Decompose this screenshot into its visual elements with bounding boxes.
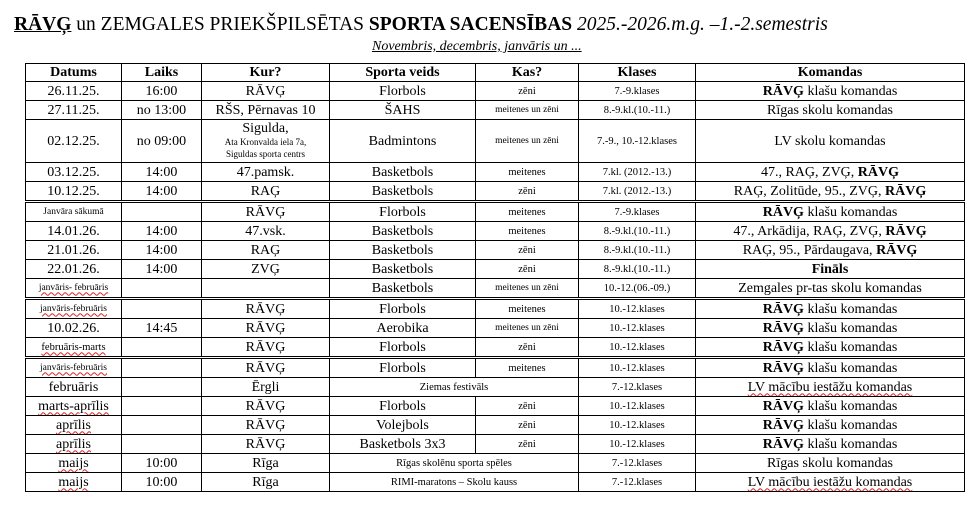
cell-teams: Rīgas skolu komandas — [696, 101, 965, 120]
cell-where: 47.pamsk. — [202, 163, 330, 182]
cell-classes: 10.-12.klases — [579, 319, 696, 338]
cell-classes: 10.-12.klases — [579, 397, 696, 416]
cell-classes: 7.-12.klases — [579, 454, 696, 473]
cell-classes: 7.-9.klases — [579, 82, 696, 101]
table-row — [26, 473, 965, 492]
cell-where: Ērgli — [202, 378, 330, 397]
cell-sport: Rīgas skolēnu sporta spēles — [330, 454, 579, 473]
table-row — [26, 241, 965, 260]
table-row — [26, 82, 965, 101]
cell-classes: 7.kl. (2012.-13.) — [579, 182, 696, 202]
cell-sport: Florbols — [330, 82, 476, 101]
cell-date: februāris — [26, 378, 122, 397]
cell-where: Sigulda, Ata Kronvalda iela 7a, Siguldas sporta centrs — [202, 120, 330, 163]
cell-where — [202, 279, 330, 299]
cell-where: Rīga — [202, 454, 330, 473]
cell-teams: RĀVĢ klašu komandas — [696, 82, 965, 101]
cell-sport: Florbols — [330, 338, 476, 358]
cell-teams: RAĢ, Zolitūde, 95., ZVĢ, RĀVĢ — [696, 182, 965, 202]
header-time: Laiks — [122, 64, 202, 82]
cell-sport: Basketbols — [330, 222, 476, 241]
cell-classes: 7.kl. (2012.-13.) — [579, 163, 696, 182]
cell-where: ZVĢ — [202, 260, 330, 279]
cell-where: RĀVĢ — [202, 358, 330, 378]
cell-date: janvāris-februāris — [26, 358, 122, 378]
cell-time: no 13:00 — [122, 101, 202, 120]
cell-date: marts-aprīlis — [26, 397, 122, 416]
cell-classes: 7.-9.klases — [579, 202, 696, 222]
cell-time — [122, 338, 202, 358]
cell-who: zēni — [476, 82, 579, 101]
cell-time — [122, 299, 202, 319]
cell-date: 10.02.26. — [26, 319, 122, 338]
cell-classes: 10.-12.klases — [579, 435, 696, 454]
cell-where: RAĢ — [202, 241, 330, 260]
cell-time — [122, 397, 202, 416]
cell-classes: 10.-12.klases — [579, 299, 696, 319]
cell-who: meitenes un zēni — [476, 120, 579, 163]
cell-sport: Ziemas festivāls — [330, 378, 579, 397]
table-row — [26, 279, 965, 299]
cell-time: 14:00 — [122, 182, 202, 202]
table-row — [26, 435, 965, 454]
cell-teams: RĀVĢ klašu komandas — [696, 319, 965, 338]
cell-sport: Florbols — [330, 202, 476, 222]
cell-time — [122, 435, 202, 454]
cell-where: Rīga — [202, 473, 330, 492]
table-row — [26, 454, 965, 473]
cell-sport: Florbols — [330, 358, 476, 378]
cell-where: RŠS, Pērnavas 10 — [202, 101, 330, 120]
cell-teams: RĀVĢ klašu komandas — [696, 435, 965, 454]
cell-where: RĀVĢ — [202, 397, 330, 416]
cell-classes: 10.-12.(06.-09.) — [579, 279, 696, 299]
cell-time: 10:00 — [122, 454, 202, 473]
cell-teams: 47., RAĢ, ZVĢ, RĀVĢ — [696, 163, 965, 182]
header-teams: Komandas — [696, 64, 965, 82]
cell-teams: 47., Arkādija, RAĢ, ZVĢ, RĀVĢ — [696, 222, 965, 241]
table-row — [26, 319, 965, 338]
document-title — [14, 13, 959, 37]
table-row — [26, 260, 965, 279]
header-date: Datums — [26, 64, 122, 82]
title-sports: SPORTA SACENSĪBAS — [368, 14, 573, 35]
cell-sport: Volejbols — [330, 416, 476, 435]
cell-time: 14:00 — [122, 163, 202, 182]
cell-who: meitenes — [476, 299, 579, 319]
cell-classes: 8.-9.kl.(10.-11.) — [579, 101, 696, 120]
cell-who: zēni — [476, 241, 579, 260]
cell-teams: Fināls — [696, 260, 965, 279]
cell-who: meitenes un zēni — [476, 279, 579, 299]
header-classes: Klases — [579, 64, 696, 82]
table-row — [26, 416, 965, 435]
cell-who: zēni — [476, 397, 579, 416]
cell-sport: Aerobika — [330, 319, 476, 338]
title-season: 2025.-2026.m.g. –1.-2.semestris — [572, 14, 828, 35]
cell-classes: 10.-12.klases — [579, 416, 696, 435]
table-row — [26, 202, 965, 222]
cell-date: 02.12.25. — [26, 120, 122, 163]
cell-who: meitenes un zēni — [476, 101, 579, 120]
cell-date: 22.01.26. — [26, 260, 122, 279]
cell-teams: LV mācību iestāžu komandas — [696, 378, 965, 397]
cell-teams: RĀVĢ klašu komandas — [696, 299, 965, 319]
cell-date: 27.11.25. — [26, 101, 122, 120]
table-row — [26, 338, 965, 358]
cell-where: RĀVĢ — [202, 299, 330, 319]
table-row — [26, 299, 965, 319]
table-row — [26, 358, 965, 378]
cell-where: RĀVĢ — [202, 202, 330, 222]
cell-where: RĀVĢ — [202, 338, 330, 358]
cell-time: 14:45 — [122, 319, 202, 338]
cell-date: februāris-marts — [26, 338, 122, 358]
table-row — [26, 101, 965, 120]
cell-where: RĀVĢ — [202, 416, 330, 435]
cell-sport: Florbols — [330, 397, 476, 416]
header-sport: Sporta veids — [330, 64, 476, 82]
cell-who: meitenes — [476, 163, 579, 182]
title-middle: un ZEMGALES PRIEKŠPILSĒTAS — [71, 14, 369, 35]
cell-classes: 8.-9.kl.(10.-11.) — [579, 222, 696, 241]
table-header-row — [26, 64, 965, 82]
cell-where: RĀVĢ — [202, 82, 330, 101]
cell-time — [122, 378, 202, 397]
cell-sport: Basketbols — [330, 279, 476, 299]
cell-date: aprīlis — [26, 435, 122, 454]
cell-date: Janvāra sākumā — [26, 202, 122, 222]
cell-who: meitenes — [476, 222, 579, 241]
cell-time: 14:00 — [122, 222, 202, 241]
cell-classes: 10.-12.klases — [579, 338, 696, 358]
cell-where: RĀVĢ — [202, 319, 330, 338]
cell-teams: RĀVĢ klašu komandas — [696, 338, 965, 358]
cell-who: zēni — [476, 338, 579, 358]
cell-classes: 10.-12.klases — [579, 358, 696, 378]
cell-time — [122, 279, 202, 299]
cell-date: 03.12.25. — [26, 163, 122, 182]
cell-date: janvāris-februāris — [26, 299, 122, 319]
cell-sport: ŠAHS — [330, 101, 476, 120]
cell-time: 10:00 — [122, 473, 202, 492]
cell-date: janvāris- februāris — [26, 279, 122, 299]
cell-who: meitenes — [476, 358, 579, 378]
cell-teams: LV skolu komandas — [696, 120, 965, 163]
cell-sport: Florbols — [330, 299, 476, 319]
cell-teams: RĀVĢ klašu komandas — [696, 358, 965, 378]
cell-who: zēni — [476, 182, 579, 202]
cell-where: 47.vsk. — [202, 222, 330, 241]
table-row — [26, 222, 965, 241]
table-row — [26, 163, 965, 182]
cell-date: 14.01.26. — [26, 222, 122, 241]
cell-date: 21.01.26. — [26, 241, 122, 260]
table-row — [26, 378, 965, 397]
cell-who: zēni — [476, 416, 579, 435]
cell-teams: RAĢ, 95., Pārdaugava, RĀVĢ — [696, 241, 965, 260]
title-school: RĀVĢ — [14, 14, 72, 35]
cell-time: 16:00 — [122, 82, 202, 101]
cell-classes: 7.-9., 10.-12.klases — [579, 120, 696, 163]
header-where: Kur? — [202, 64, 330, 82]
cell-sport: Basketbols — [330, 241, 476, 260]
cell-where: RĀVĢ — [202, 435, 330, 454]
cell-teams: Rīgas skolu komandas — [696, 454, 965, 473]
cell-date: 10.12.25. — [26, 182, 122, 202]
cell-who: meitenes un zēni — [476, 319, 579, 338]
cell-teams: LV mācību iestāžu komandas — [696, 473, 965, 492]
cell-sport: Basketbols — [330, 163, 476, 182]
table-row — [26, 397, 965, 416]
cell-time: 14:00 — [122, 241, 202, 260]
header-who: Kas? — [476, 64, 579, 82]
cell-who: zēni — [476, 260, 579, 279]
cell-teams: RĀVĢ klašu komandas — [696, 202, 965, 222]
cell-who: meitenes — [476, 202, 579, 222]
cell-classes: 7.-12.klases — [579, 473, 696, 492]
cell-classes: 8.-9.kl.(10.-11.) — [579, 241, 696, 260]
document-subtitle: Novembris, decembris, janvāris un ... — [372, 39, 582, 54]
cell-time: no 09:00 — [122, 120, 202, 163]
cell-time: 14:00 — [122, 260, 202, 279]
cell-sport: Basketbols 3x3 — [330, 435, 476, 454]
cell-where: RAĢ — [202, 182, 330, 202]
cell-classes: 8.-9.kl.(10.-11.) — [579, 260, 696, 279]
cell-sport: Basketbols — [330, 260, 476, 279]
cell-date: aprīlis — [26, 416, 122, 435]
cell-time — [122, 416, 202, 435]
cell-teams: Zemgales pr-tas skolu komandas — [696, 279, 965, 299]
cell-date: maijs — [26, 454, 122, 473]
cell-time — [122, 202, 202, 222]
table-row — [26, 120, 965, 163]
cell-teams: RĀVĢ klašu komandas — [696, 416, 965, 435]
cell-who: zēni — [476, 435, 579, 454]
cell-time — [122, 358, 202, 378]
cell-teams: RĀVĢ klašu komandas — [696, 397, 965, 416]
cell-sport: Badmintons — [330, 120, 476, 163]
table-row — [26, 182, 965, 202]
cell-date: 26.11.25. — [26, 82, 122, 101]
cell-date: maijs — [26, 473, 122, 492]
cell-sport: Basketbols — [330, 182, 476, 202]
cell-classes: 7.-12.klases — [579, 378, 696, 397]
cell-sport: RIMI-maratons – Skolu kauss — [330, 473, 579, 492]
schedule-table — [25, 63, 965, 492]
